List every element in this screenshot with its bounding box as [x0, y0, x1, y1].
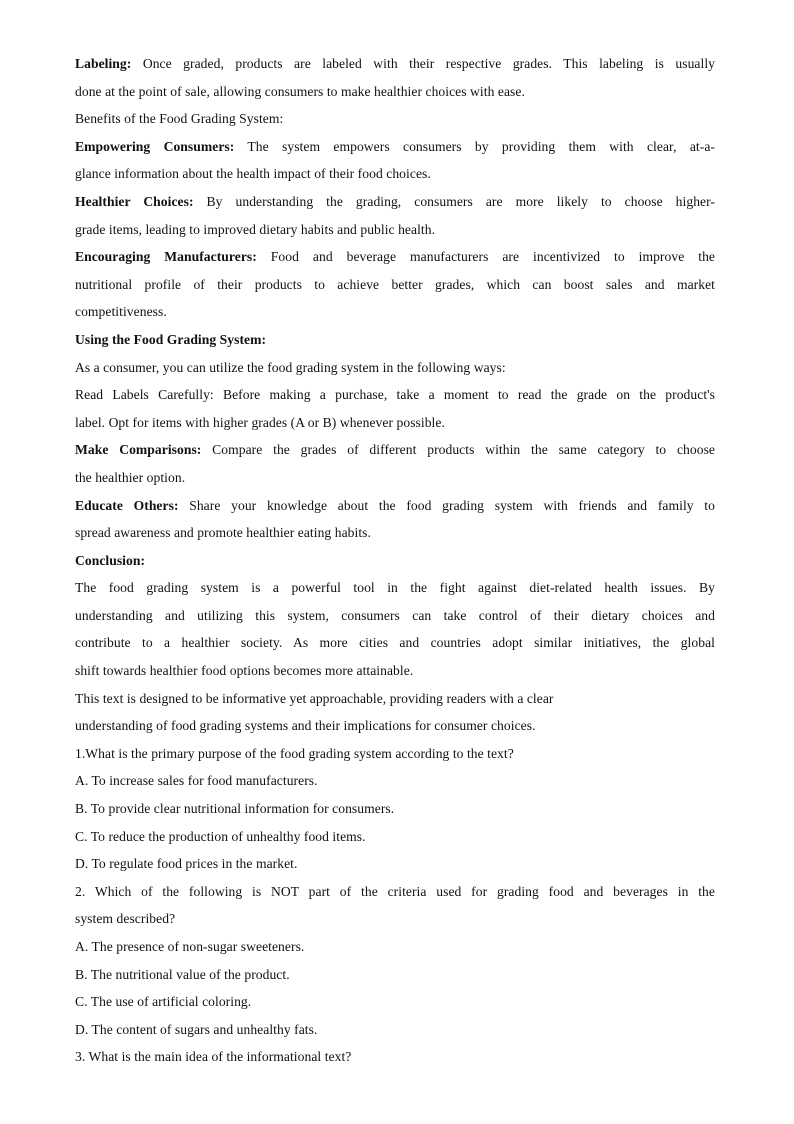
line-text: B. The nutritional value of the product.	[75, 966, 290, 982]
line-text: C. To reduce the production of unhealthy food items.	[75, 828, 366, 844]
bold-label: Encouraging Manufacturers:	[75, 249, 257, 265]
text-line	[75, 105, 715, 133]
text-line	[75, 50, 715, 78]
text-line	[75, 767, 715, 795]
text-line	[75, 519, 715, 547]
bold-label: Labeling:	[75, 56, 132, 71]
text-line	[75, 657, 715, 685]
bold-label: Conclusion:	[75, 552, 146, 568]
document-page	[75, 50, 715, 1071]
line-text: The system empowers consumers by providing them with clear, at-a-	[234, 138, 715, 154]
text-line	[75, 326, 715, 354]
line-text: 2. Which of the following is NOT part of the criteria used for grading food and beverages in the	[75, 883, 715, 899]
line-text: contribute to a healthier society. As more cities and countries adopt similar initiatives, the global	[75, 635, 715, 651]
text-line	[75, 160, 715, 188]
line-text: 3. What is the main idea of the informational text?	[75, 1049, 352, 1065]
line-text: By understanding the grading, consumers are more likely to choose higher-	[193, 193, 716, 209]
line-text: nutritional profile of their products to achieve better grades, which can boost sales and market	[75, 276, 715, 292]
text-line	[75, 298, 715, 326]
text-line	[75, 712, 715, 740]
line-text: A. To increase sales for food manufacturers.	[75, 773, 318, 789]
bold-label: Empowering Consumers:	[75, 138, 235, 154]
text-line	[75, 243, 715, 271]
text-line	[75, 133, 715, 161]
text-line	[75, 574, 715, 602]
line-text: D. To regulate food prices in the market.	[75, 856, 298, 872]
text-line	[75, 961, 715, 989]
line-text: Once graded, products are labeled with their respective grades. This labeling is usually	[131, 56, 715, 71]
text-line	[75, 354, 715, 382]
text-line	[75, 878, 715, 906]
text-line	[75, 1043, 715, 1071]
text-line	[75, 409, 715, 437]
bold-label: Healthier Choices:	[75, 193, 194, 209]
line-text: Compare the grades of different products within the same category to choose	[201, 442, 715, 458]
text-line	[75, 547, 715, 575]
line-text: A. The presence of non-sugar sweeteners.	[75, 939, 305, 954]
line-text: B. To provide clear nutritional information for consumers.	[75, 801, 395, 817]
text-line	[75, 602, 715, 630]
text-line	[75, 78, 715, 106]
line-text: This text is designed to be informative yet approachable, providing readers with a clear	[75, 690, 554, 706]
text-line	[75, 381, 715, 409]
text-line	[75, 795, 715, 823]
text-line	[75, 685, 715, 713]
text-line	[75, 629, 715, 657]
line-text: D. The content of sugars and unhealthy fats.	[75, 1021, 318, 1037]
text-line	[75, 823, 715, 851]
line-text: The food grading system is a powerful tool in the fight against diet-related health issues. By	[75, 580, 715, 596]
bold-label: Using the Food Grading System:	[75, 331, 267, 347]
bold-label: Make Comparisons:	[75, 442, 202, 458]
text-line	[75, 271, 715, 299]
text-line	[75, 464, 715, 492]
line-text: label. Opt for items with higher grades (A or B) whenever possible.	[75, 414, 445, 430]
text-line	[75, 905, 715, 933]
line-text: understanding and utilizing this system, consumers can take control of their dietary choices and	[75, 607, 715, 623]
line-text: grade items, leading to improved dietary habits and public health.	[75, 221, 436, 237]
line-text: glance information about the health impact of their food choices.	[75, 166, 431, 182]
text-line	[75, 988, 715, 1016]
line-text: the healthier option.	[75, 469, 186, 485]
text-line	[75, 933, 715, 961]
line-text: Read Labels Carefully: Before making a purchase, take a moment to read the grade on the product's	[75, 387, 715, 403]
line-text: C. The use of artificial coloring.	[75, 994, 252, 1010]
text-line	[75, 740, 715, 768]
line-text: competitiveness.	[75, 304, 167, 320]
line-text: As a consumer, you can utilize the food grading system in the following ways:	[75, 359, 506, 375]
line-text: 1.What is the primary purpose of the food grading system according to the text?	[75, 745, 514, 761]
text-line	[75, 188, 715, 216]
line-text: spread awareness and promote healthier eating habits.	[75, 525, 371, 541]
text-line	[75, 1016, 715, 1044]
text-line	[75, 436, 715, 464]
line-text: system described?	[75, 911, 176, 927]
line-text: done at the point of sale, allowing consumers to make healthier choices with ease.	[75, 83, 525, 99]
line-text: Food and beverage manufacturers are incentivized to improve the	[256, 249, 715, 265]
line-text: shift towards healthier food options becomes more attainable.	[75, 663, 414, 679]
text-line	[75, 216, 715, 244]
text-line	[75, 492, 715, 520]
line-text: Benefits of the Food Grading System:	[75, 111, 284, 127]
document-body	[75, 50, 715, 1071]
line-text: Share your knowledge about the food grading system with friends and family to	[178, 497, 715, 513]
line-text: understanding of food grading systems and their implications for consumer choices.	[75, 718, 536, 734]
bold-label: Educate Others:	[75, 497, 179, 513]
text-line	[75, 850, 715, 878]
